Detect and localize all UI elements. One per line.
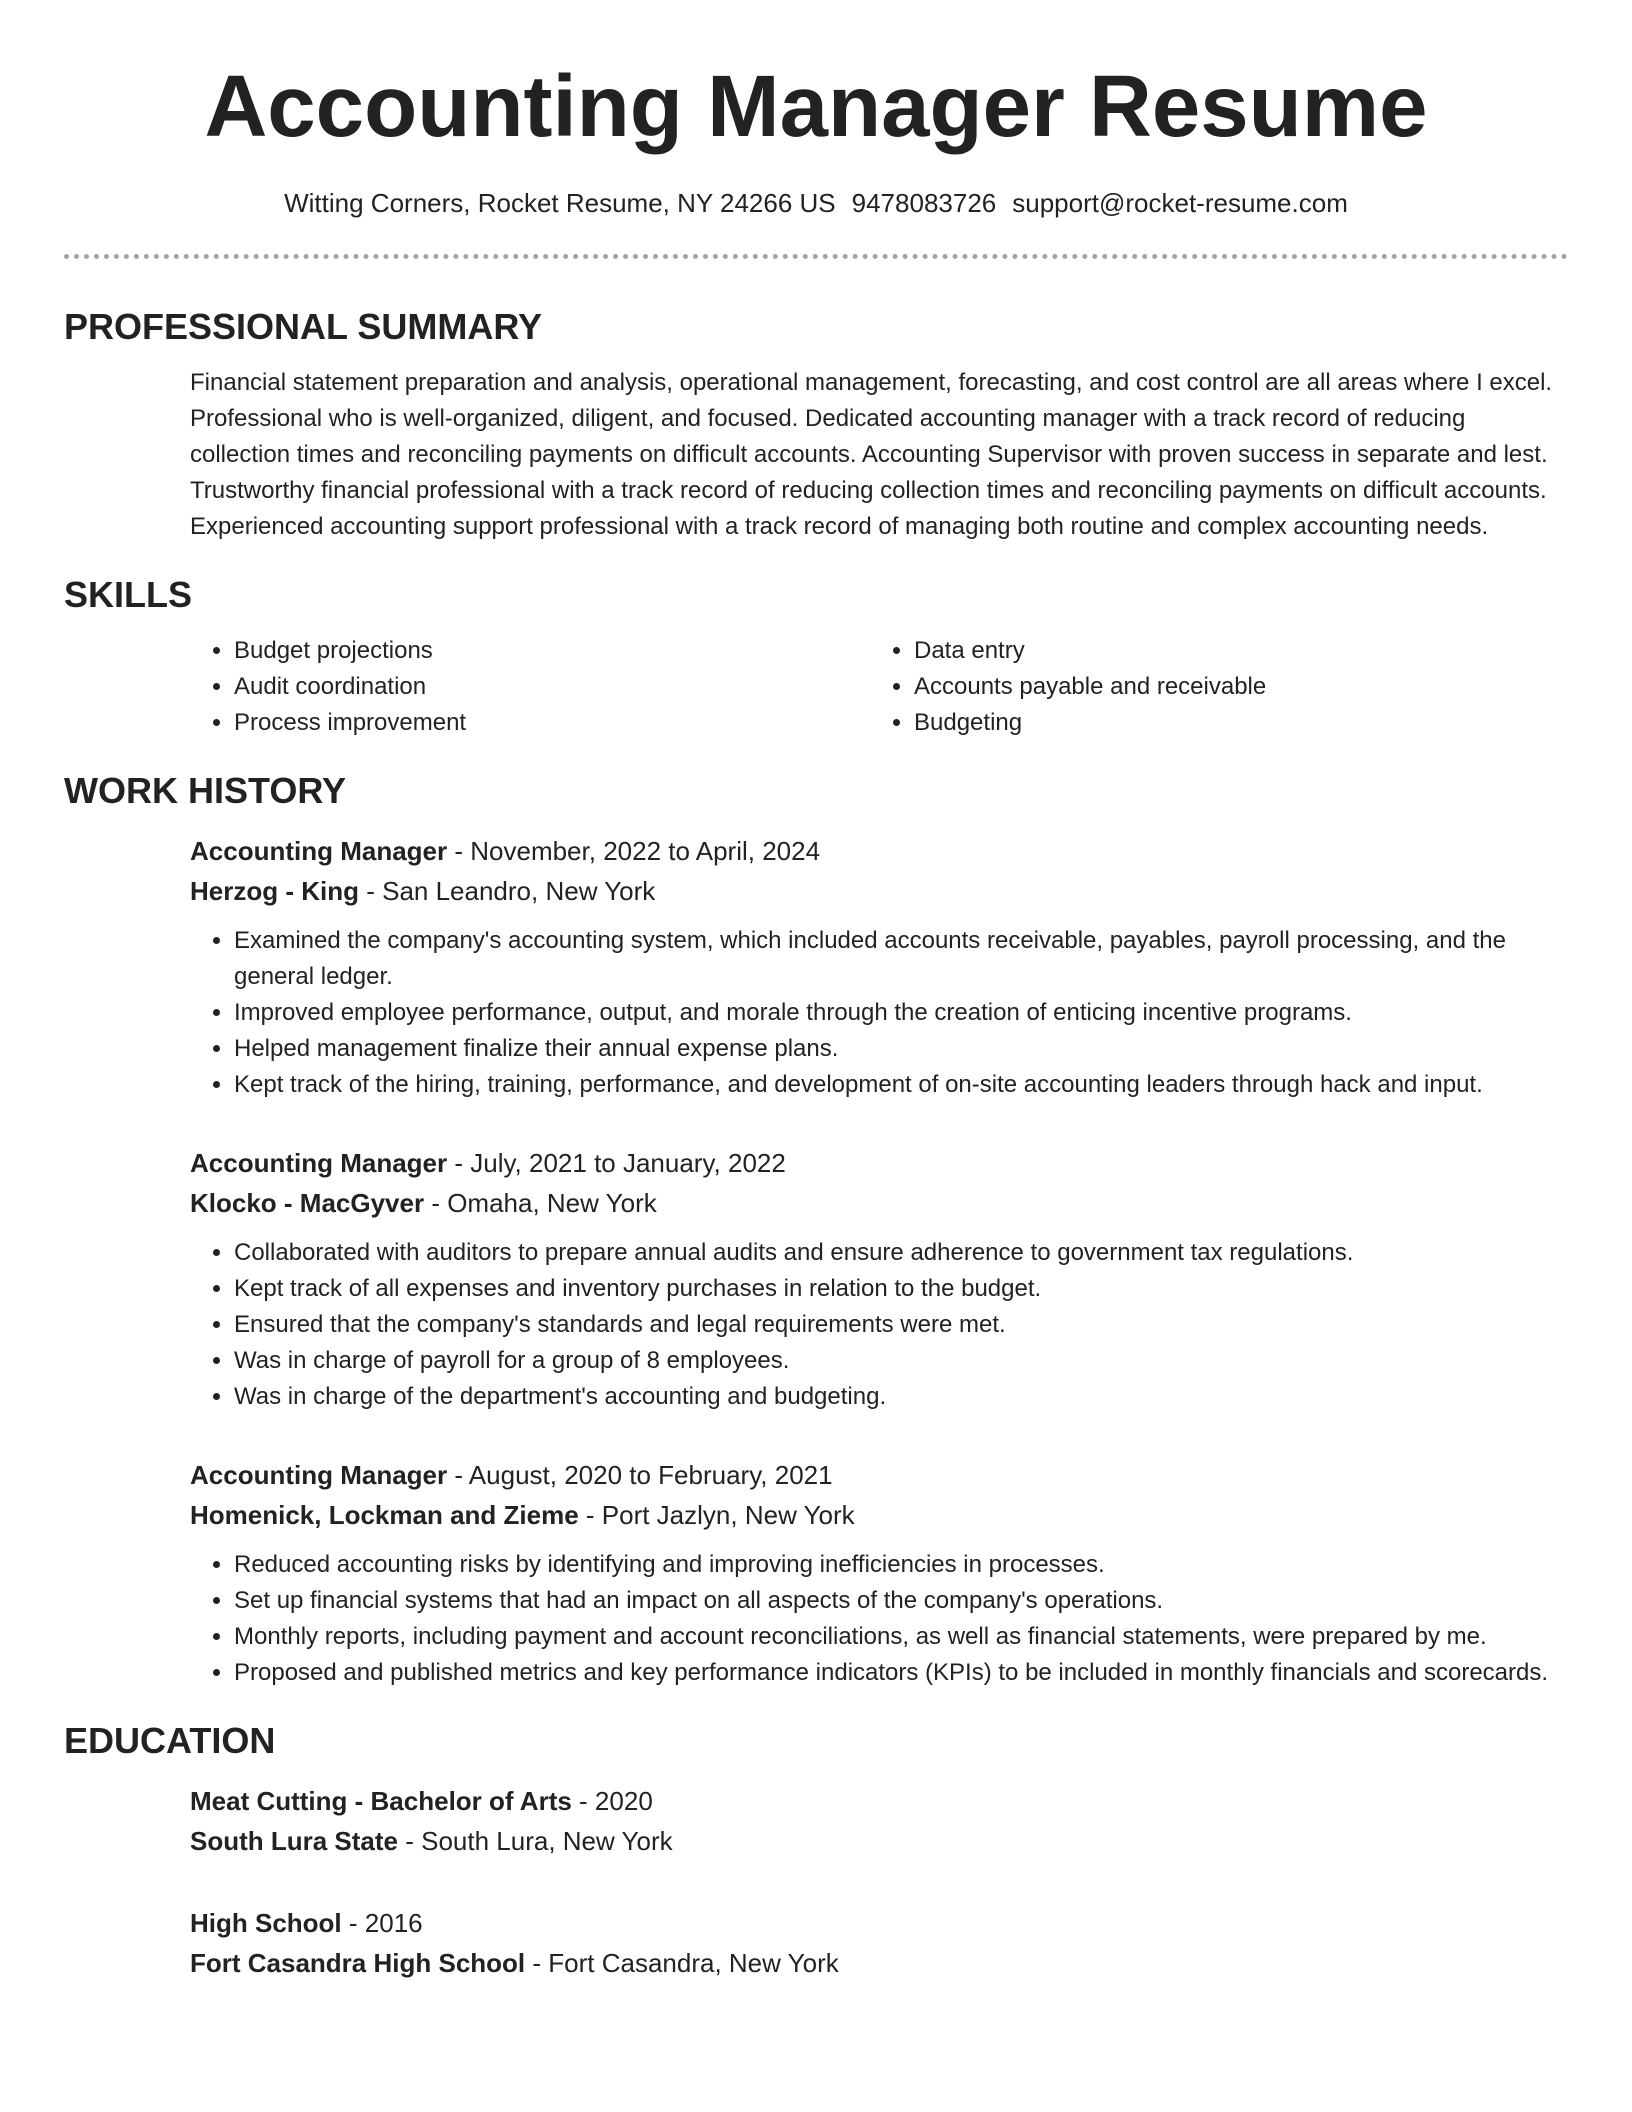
job-bullet: • Was in charge of the department's accounting and budgeting. — [234, 1379, 1568, 1415]
job-bullet: • Examined the company's accounting system, which included accounts receivable, payables, payroll processing, and the general ledger. — [234, 923, 1568, 995]
skill-item: • Budgeting — [914, 705, 1550, 741]
job-location: - Omaha, New York — [424, 1188, 657, 1218]
education-heading: EDUCATION — [64, 1720, 276, 1761]
job-dates: - November, 2022 to April, 2024 — [447, 836, 821, 866]
education-degree-line — [190, 1903, 1568, 1943]
job-bullet: • Monthly reports, including payment and account reconciliations, as well as financial statements, were prepared by me. — [234, 1619, 1568, 1655]
job-bullet: • Reduced accounting risks by identifying and improving inefficiencies in processes. — [234, 1547, 1568, 1583]
summary-text: Financial statement preparation and analysis, operational management, forecasting, and cost control are all areas where I excel. Professional who is well-organized, diligent, and focused. Dedicated accounting manager with a track record of reducing collection times and reconciling payments on difficult accounts. Accounting Supervisor with proven success in separate and lest. Trustworthy financial professional with a track record of reducing collection times and reconciling payments on difficult accounts. Experienced accounting support professional with a track record of managing both routine and complex accounting needs. — [190, 369, 1553, 540]
skill-item: • Accounts payable and receivable — [914, 669, 1550, 705]
job-bullets — [190, 1235, 1568, 1415]
job-bullet: • Kept track of the hiring, training, performance, and development of on-site accounting leaders through hack and input. — [234, 1067, 1568, 1103]
job-bullet: • Ensured that the company's standards and legal requirements were met. — [234, 1307, 1568, 1343]
job-company: Klocko - MacGyver — [190, 1188, 425, 1218]
job-company-line — [190, 871, 1568, 911]
skill-item: • Audit coordination — [234, 669, 870, 705]
job-bullet: • Improved employee performance, output, and morale through the creation of enticing incentive programs. — [234, 995, 1568, 1031]
job-title-line — [190, 1455, 1568, 1495]
summary-heading: PROFESSIONAL SUMMARY — [64, 306, 543, 347]
job-bullet: • Helped management finalize their annual expense plans. — [234, 1031, 1568, 1067]
header-divider — [64, 254, 1568, 259]
education-school: South Lura State — [190, 1826, 399, 1856]
job-entry — [64, 831, 1568, 1103]
skills-grid — [64, 633, 1568, 741]
job-dates: - August, 2020 to February, 2021 — [447, 1460, 833, 1490]
skills-column-left — [190, 633, 870, 741]
education-year: - 2016 — [341, 1908, 423, 1938]
job-title: Accounting Manager — [190, 1460, 448, 1490]
contact-line — [64, 186, 1568, 220]
education-entry — [64, 1903, 1568, 1983]
contact-phone: 9478083726 — [851, 188, 997, 218]
skill-item: • Budget projections — [234, 633, 870, 669]
education-school-line — [190, 1821, 1568, 1861]
job-entry — [64, 1143, 1568, 1415]
job-entry — [64, 1455, 1568, 1691]
education-degree: High School — [190, 1908, 342, 1938]
summary-section — [64, 305, 1568, 545]
job-bullets — [190, 1547, 1568, 1691]
education-school-line — [190, 1943, 1568, 1983]
contact-email: support@rocket-resume.com — [1012, 188, 1348, 218]
job-dates: - July, 2021 to January, 2022 — [447, 1148, 786, 1178]
skills-heading: SKILLS — [64, 574, 193, 615]
education-year: - 2020 — [571, 1786, 653, 1816]
job-title-line — [190, 1143, 1568, 1183]
job-company: Homenick, Lockman and Zieme — [190, 1500, 579, 1530]
education-location: - South Lura, New York — [398, 1826, 673, 1856]
skills-list-left — [190, 633, 870, 741]
job-company-line — [190, 1183, 1568, 1223]
job-bullets — [190, 923, 1568, 1103]
job-title-line — [190, 831, 1568, 871]
education-entry — [64, 1781, 1568, 1861]
skill-item: • Data entry — [914, 633, 1550, 669]
job-bullet: • Kept track of all expenses and inventory purchases in relation to the budget. — [234, 1271, 1568, 1307]
education-section — [64, 1719, 1568, 1983]
job-location: - Port Jazlyn, New York — [578, 1500, 855, 1530]
job-bullet: • Proposed and published metrics and key performance indicators (KPIs) to be included in monthly financials and scorecards. — [234, 1655, 1568, 1691]
skills-column-right — [870, 633, 1550, 741]
skill-item: • Process improvement — [234, 705, 870, 741]
education-school: Fort Casandra High School — [190, 1948, 526, 1978]
job-bullet: • Collaborated with auditors to prepare annual audits and ensure adherence to government tax regulations. — [234, 1235, 1568, 1271]
contact-address: Witting Corners, Rocket Resume, NY 24266 US — [284, 188, 836, 218]
skills-list-right — [870, 633, 1550, 741]
job-bullet: • Was in charge of payroll for a group of 8 employees. — [234, 1343, 1568, 1379]
job-company: Herzog - King — [190, 876, 359, 906]
job-location: - San Leandro, New York — [359, 876, 656, 906]
work-history-heading: WORK HISTORY — [64, 770, 347, 811]
education-location: - Fort Casandra, New York — [525, 1948, 839, 1978]
work-history-section — [64, 769, 1568, 1691]
education-degree: Meat Cutting - Bachelor of Arts — [190, 1786, 572, 1816]
education-degree-line — [190, 1781, 1568, 1821]
job-company-line — [190, 1495, 1568, 1535]
job-title: Accounting Manager — [190, 836, 448, 866]
skills-section — [64, 573, 1568, 741]
resume-title: Accounting Manager Resume — [204, 58, 1428, 155]
job-title: Accounting Manager — [190, 1148, 448, 1178]
job-bullet: • Set up financial systems that had an impact on all aspects of the company's operations. — [234, 1583, 1568, 1619]
